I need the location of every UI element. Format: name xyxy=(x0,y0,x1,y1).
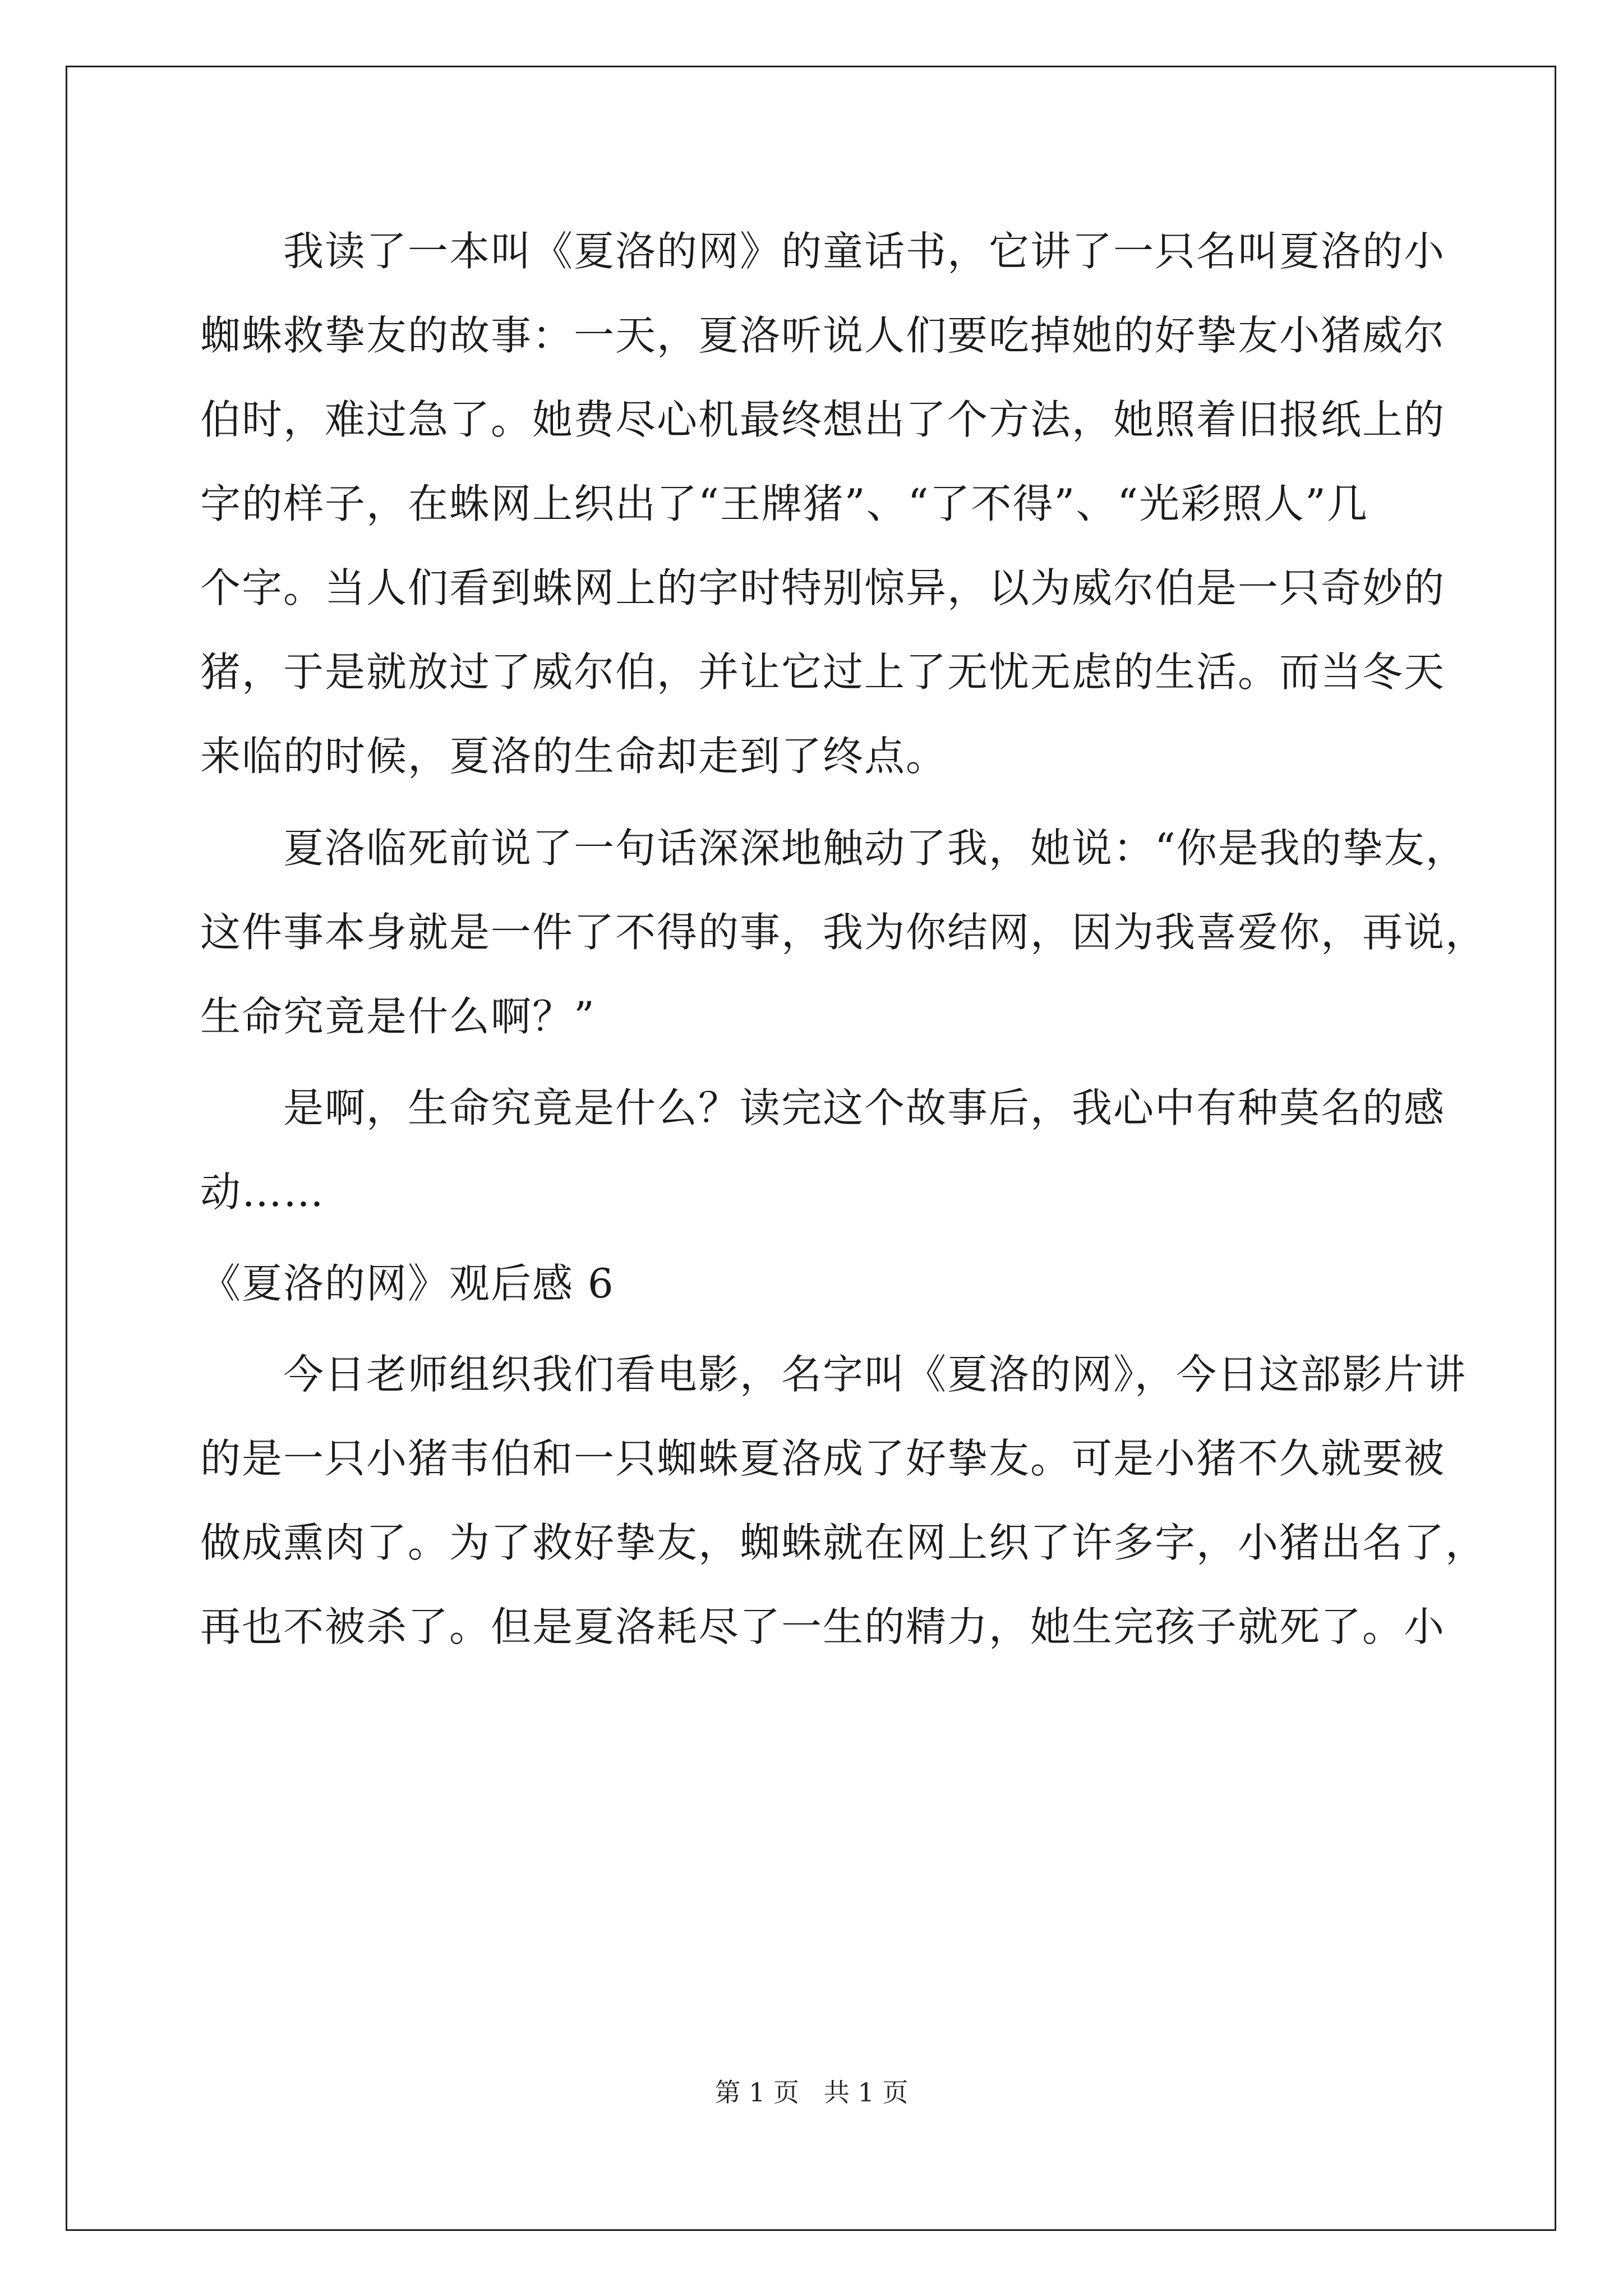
paragraph-1-line-1: 我读了一本叫《夏洛的网》的童话书，它讲了一只名叫夏洛的小 xyxy=(283,228,1446,275)
page-footer xyxy=(0,2076,1623,2109)
paragraph-2-line-2: 这件事本身就是一件了不得的事，我为你结网，因为我喜爱你，再说， xyxy=(200,909,1487,956)
paragraph-3-line-1: 是啊，生命究竟是什么？读完这个故事后，我心中有种莫名的感 xyxy=(283,1084,1446,1131)
page-number: 第 1 页 xyxy=(714,2077,799,2108)
section-heading: 《夏洛的网》观后感 6 xyxy=(200,1260,615,1307)
paragraph-1-line-5: 个字。当人们看到蛛网上的字时特别惊异，以为威尔伯是一只奇妙的 xyxy=(200,564,1446,611)
paragraph-1-line-2: 蜘蛛救挚友的故事：一天，夏洛听说人们要吃掉她的好挚友小猪威尔 xyxy=(200,312,1446,359)
paragraph-4-line-3: 做成熏肉了。为了救好挚友，蜘蛛就在网上织了许多字，小猪出名了， xyxy=(200,1519,1487,1566)
paragraph-4-line-4: 再也不被杀了。但是夏洛耗尽了一生的精力，她生完孩子就死了。小 xyxy=(200,1603,1446,1650)
paragraph-4-line-2: 的是一只小猪韦伯和一只蜘蛛夏洛成了好挚友。可是小猪不久就要被 xyxy=(200,1435,1446,1482)
paragraph-2-line-3: 生命究竟是什么啊？” xyxy=(200,993,596,1040)
paragraph-1-line-3: 伯时，难过急了。她费尽心机最终想出了个方法，她照着旧报纸上的 xyxy=(200,396,1446,443)
page-total: 共 1 页 xyxy=(824,2077,909,2108)
paragraph-1-line-7: 来临的时候，夏洛的生命却走到了终点。 xyxy=(200,733,948,780)
paragraph-1-line-6: 猪，于是就放过了威尔伯，并让它过上了无忧无虑的生活。而当冬天 xyxy=(200,648,1446,696)
paragraph-4-line-1: 今日老师组织我们看电影，名字叫《夏洛的网》，今日这部影片讲 xyxy=(283,1351,1467,1398)
paragraph-3-line-2: 动…… xyxy=(200,1168,325,1216)
page-border xyxy=(66,66,1556,2231)
paragraph-2-line-1: 夏洛临死前说了一句话深深地触动了我，她说：“你是我的挚友， xyxy=(283,825,1467,872)
paragraph-1-line-4: 字的样子，在蛛网上织出了“王牌猪”、“了不得”、“光彩照人”几 xyxy=(200,480,1368,527)
